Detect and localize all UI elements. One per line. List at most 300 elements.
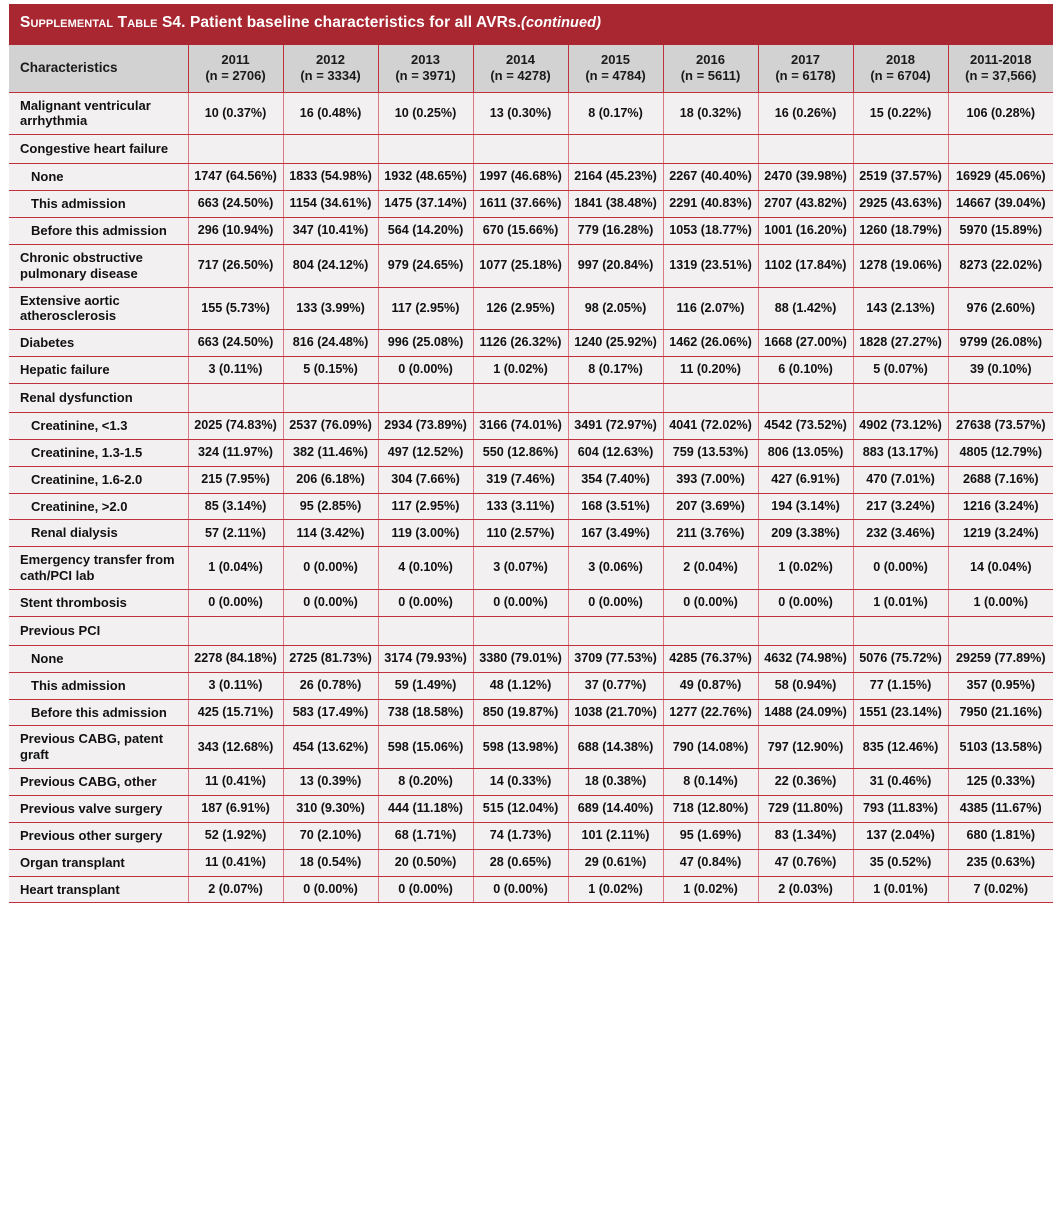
table-cell	[283, 383, 378, 412]
row-label: Creatinine, 1.3-1.5	[9, 439, 188, 466]
column-header-label: 2013	[411, 51, 440, 67]
table-cell: 168 (3.51%)	[568, 493, 663, 520]
table-cell: 4385 (11.67%)	[948, 795, 1053, 822]
table-cell: 83 (1.34%)	[758, 822, 853, 849]
table-cell: 10 (0.37%)	[188, 92, 283, 135]
table-cell	[758, 383, 853, 412]
column-header-2016	[663, 45, 758, 92]
row-label: None	[9, 645, 188, 672]
row-label: Creatinine, >2.0	[9, 493, 188, 520]
table-row	[9, 726, 1053, 769]
table-cell: 95 (2.85%)	[283, 493, 378, 520]
table-cell: 110 (2.57%)	[473, 520, 568, 547]
table-cell: 0 (0.00%)	[378, 876, 473, 903]
table-cell: 804 (24.12%)	[283, 244, 378, 287]
table-cell: 211 (3.76%)	[663, 520, 758, 547]
table-cell: 1154 (34.61%)	[283, 191, 378, 218]
column-header-characteristics	[9, 45, 188, 92]
table-cell: 114 (3.42%)	[283, 520, 378, 547]
table-cell: 155 (5.73%)	[188, 287, 283, 330]
row-label: Previous valve surgery	[9, 795, 188, 822]
table-cell: 209 (3.38%)	[758, 520, 853, 547]
table-cell: 1 (0.02%)	[663, 876, 758, 903]
table-cell: 18 (0.54%)	[283, 849, 378, 876]
table-cell: 1475 (37.14%)	[378, 191, 473, 218]
table-cell: 310 (9.30%)	[283, 795, 378, 822]
row-label: Extensive aortic atherosclerosis	[9, 287, 188, 330]
table-cell: 14667 (39.04%)	[948, 191, 1053, 218]
table-cell: 3380 (79.01%)	[473, 645, 568, 672]
table-cell: 850 (19.87%)	[473, 699, 568, 726]
table-cell: 1077 (25.18%)	[473, 244, 568, 287]
table-row	[9, 244, 1053, 287]
table-cell: 680 (1.81%)	[948, 822, 1053, 849]
table-cell: 2519 (37.57%)	[853, 164, 948, 191]
table-cell: 106 (0.28%)	[948, 92, 1053, 135]
table-cell	[758, 135, 853, 164]
table-cell: 4632 (74.98%)	[758, 645, 853, 672]
table-cell: 663 (24.50%)	[188, 330, 283, 357]
table-cell	[283, 135, 378, 164]
table-cell: 4902 (73.12%)	[853, 412, 948, 439]
table-row	[9, 795, 1053, 822]
row-label: Previous CABG, patent graft	[9, 726, 188, 769]
table-row	[9, 92, 1053, 135]
row-label: Emergency transfer from cath/PCI lab	[9, 547, 188, 590]
table-cell: 2537 (76.09%)	[283, 412, 378, 439]
table-cell: 4041 (72.02%)	[663, 412, 758, 439]
table-cell: 39 (0.10%)	[948, 357, 1053, 384]
table-row	[9, 645, 1053, 672]
table-cell: 670 (15.66%)	[473, 217, 568, 244]
table-cell: 689 (14.40%)	[568, 795, 663, 822]
table-row	[9, 287, 1053, 330]
table-cell: 0 (0.00%)	[378, 589, 473, 616]
table-cell: 790 (14.08%)	[663, 726, 758, 769]
table-cell: 454 (13.62%)	[283, 726, 378, 769]
table-cell: 2 (0.03%)	[758, 876, 853, 903]
table-cell: 11 (0.20%)	[663, 357, 758, 384]
table-cell: 717 (26.50%)	[188, 244, 283, 287]
column-header-2012	[283, 45, 378, 92]
row-label: Chronic obstructive pulmonary disease	[9, 244, 188, 287]
table-cell	[663, 383, 758, 412]
table-cell: 1 (0.01%)	[853, 876, 948, 903]
table-cell: 48 (1.12%)	[473, 672, 568, 699]
table-cell: 215 (7.95%)	[188, 466, 283, 493]
table-cell: 31 (0.46%)	[853, 769, 948, 796]
column-header-sub: (n = 6704)	[870, 67, 931, 83]
table-cell: 1 (0.02%)	[758, 547, 853, 590]
table-cell: 52 (1.92%)	[188, 822, 283, 849]
table-cell: 3 (0.06%)	[568, 547, 663, 590]
table-cell: 2278 (84.18%)	[188, 645, 283, 672]
table-cell: 779 (16.28%)	[568, 217, 663, 244]
table-cell: 793 (11.83%)	[853, 795, 948, 822]
supplemental-table-s4	[9, 4, 1053, 903]
column-header-sub: (n = 2706)	[205, 67, 266, 83]
table-cell: 0 (0.00%)	[188, 589, 283, 616]
table-cell: 59 (1.49%)	[378, 672, 473, 699]
table-cell: 996 (25.08%)	[378, 330, 473, 357]
table-cell: 3 (0.07%)	[473, 547, 568, 590]
table-body	[9, 92, 1053, 903]
table-cell: 187 (6.91%)	[188, 795, 283, 822]
table-cell: 1747 (64.56%)	[188, 164, 283, 191]
table-cell: 117 (2.95%)	[378, 287, 473, 330]
table-cell: 98 (2.05%)	[568, 287, 663, 330]
table-cell: 37 (0.77%)	[568, 672, 663, 699]
table-cell: 74 (1.73%)	[473, 822, 568, 849]
table-cell	[948, 135, 1053, 164]
table-cell	[568, 616, 663, 645]
table-row	[9, 769, 1053, 796]
column-header-sub: (n = 3334)	[300, 67, 361, 83]
table-cell: 4285 (76.37%)	[663, 645, 758, 672]
table-cell: 0 (0.00%)	[853, 547, 948, 590]
table-cell: 604 (12.63%)	[568, 439, 663, 466]
column-header-2014	[473, 45, 568, 92]
table-cell: 835 (12.46%)	[853, 726, 948, 769]
table-cell	[853, 383, 948, 412]
table-cell: 4805 (12.79%)	[948, 439, 1053, 466]
table-cell: 1611 (37.66%)	[473, 191, 568, 218]
column-header-2017	[758, 45, 853, 92]
table-cell: 1053 (18.77%)	[663, 217, 758, 244]
table-cell: 3166 (74.01%)	[473, 412, 568, 439]
table-cell: 3 (0.11%)	[188, 672, 283, 699]
row-section-label: Renal dysfunction	[9, 383, 188, 412]
table-cell: 101 (2.11%)	[568, 822, 663, 849]
table-cell: 304 (7.66%)	[378, 466, 473, 493]
table-cell: 2164 (45.23%)	[568, 164, 663, 191]
row-label: Heart transplant	[9, 876, 188, 903]
table-cell: 16929 (45.06%)	[948, 164, 1053, 191]
table-cell: 11 (0.41%)	[188, 769, 283, 796]
table-cell: 11 (0.41%)	[188, 849, 283, 876]
table-cell: 49 (0.87%)	[663, 672, 758, 699]
table-cell: 15 (0.22%)	[853, 92, 948, 135]
table-cell: 1102 (17.84%)	[758, 244, 853, 287]
table-cell: 0 (0.00%)	[283, 547, 378, 590]
table-cell: 8 (0.20%)	[378, 769, 473, 796]
table-cell	[473, 616, 568, 645]
table-cell: 1319 (23.51%)	[663, 244, 758, 287]
table-cell: 816 (24.48%)	[283, 330, 378, 357]
table-cell: 0 (0.00%)	[568, 589, 663, 616]
table-cell: 515 (12.04%)	[473, 795, 568, 822]
table-cell	[283, 616, 378, 645]
table-cell: 26 (0.78%)	[283, 672, 378, 699]
row-label: Organ transplant	[9, 849, 188, 876]
table-cell: 8 (0.17%)	[568, 357, 663, 384]
row-label: Stent thrombosis	[9, 589, 188, 616]
column-header-sub: (n = 5611)	[680, 67, 741, 83]
table-cell: 6 (0.10%)	[758, 357, 853, 384]
table-cell	[948, 383, 1053, 412]
table-cell: 0 (0.00%)	[283, 589, 378, 616]
table-cell	[853, 135, 948, 164]
row-label: Previous other surgery	[9, 822, 188, 849]
column-header-label: 2011	[221, 51, 250, 67]
table-cell: 427 (6.91%)	[758, 466, 853, 493]
header-row	[9, 45, 1053, 92]
table-row	[9, 412, 1053, 439]
table-cell: 2934 (73.89%)	[378, 412, 473, 439]
table-cell: 3174 (79.93%)	[378, 645, 473, 672]
table-cell: 979 (24.65%)	[378, 244, 473, 287]
table-cell: 444 (11.18%)	[378, 795, 473, 822]
row-label: Before this admission	[9, 699, 188, 726]
column-header-label: 2012	[316, 51, 345, 67]
row-section-label: Previous PCI	[9, 616, 188, 645]
table-cell	[663, 135, 758, 164]
table-cell: 1001 (16.20%)	[758, 217, 853, 244]
column-header-2013	[378, 45, 473, 92]
table-cell	[378, 135, 473, 164]
column-header-label: 2018	[886, 51, 915, 67]
table-row	[9, 439, 1053, 466]
table-row	[9, 357, 1053, 384]
table-cell: 883 (13.17%)	[853, 439, 948, 466]
table-cell: 235 (0.63%)	[948, 849, 1053, 876]
table-cell: 1 (0.02%)	[473, 357, 568, 384]
table-cell: 1997 (46.68%)	[473, 164, 568, 191]
table-row	[9, 822, 1053, 849]
table-cell: 28 (0.65%)	[473, 849, 568, 876]
table-cell: 47 (0.76%)	[758, 849, 853, 876]
row-label: Renal dialysis	[9, 520, 188, 547]
table-cell	[948, 616, 1053, 645]
table-cell	[188, 383, 283, 412]
table-cell	[378, 616, 473, 645]
table-cell	[378, 383, 473, 412]
table-cell: 976 (2.60%)	[948, 287, 1053, 330]
table-cell: 0 (0.00%)	[473, 589, 568, 616]
table-cell: 1668 (27.00%)	[758, 330, 853, 357]
table-cell: 29259 (77.89%)	[948, 645, 1053, 672]
table-cell: 116 (2.07%)	[663, 287, 758, 330]
table-cell: 497 (12.52%)	[378, 439, 473, 466]
table-cell: 550 (12.86%)	[473, 439, 568, 466]
table-cell: 85 (3.14%)	[188, 493, 283, 520]
column-header-total	[948, 45, 1053, 92]
table-row	[9, 589, 1053, 616]
table-cell: 1 (0.02%)	[568, 876, 663, 903]
table-cell: 2925 (43.63%)	[853, 191, 948, 218]
table-cell: 382 (11.46%)	[283, 439, 378, 466]
table-row	[9, 135, 1053, 164]
table-cell: 806 (13.05%)	[758, 439, 853, 466]
table-row	[9, 520, 1053, 547]
table-cell: 16 (0.26%)	[758, 92, 853, 135]
table-cell: 324 (11.97%)	[188, 439, 283, 466]
table-row	[9, 330, 1053, 357]
column-header-2015	[568, 45, 663, 92]
table-cell: 564 (14.20%)	[378, 217, 473, 244]
column-header-sub: (n = 4784)	[585, 67, 646, 83]
table-cell: 2470 (39.98%)	[758, 164, 853, 191]
table-cell: 207 (3.69%)	[663, 493, 758, 520]
table-cell: 232 (3.46%)	[853, 520, 948, 547]
row-label: Creatinine, 1.6-2.0	[9, 466, 188, 493]
table-row	[9, 493, 1053, 520]
table-cell: 2707 (43.82%)	[758, 191, 853, 218]
table-cell: 0 (0.00%)	[663, 589, 758, 616]
table-cell: 27638 (73.57%)	[948, 412, 1053, 439]
table-cell: 35 (0.52%)	[853, 849, 948, 876]
table-cell: 7950 (21.16%)	[948, 699, 1053, 726]
table-cell: 3491 (72.97%)	[568, 412, 663, 439]
table-cell: 5970 (15.89%)	[948, 217, 1053, 244]
table-cell	[188, 616, 283, 645]
table-row	[9, 383, 1053, 412]
table-cell: 14 (0.33%)	[473, 769, 568, 796]
table-cell: 1260 (18.79%)	[853, 217, 948, 244]
table-caption-continued: (continued)	[521, 15, 602, 31]
table-cell: 688 (14.38%)	[568, 726, 663, 769]
row-label: Before this admission	[9, 217, 188, 244]
table-cell: 9799 (26.08%)	[948, 330, 1053, 357]
table-row	[9, 547, 1053, 590]
row-label: Hepatic failure	[9, 357, 188, 384]
row-label: Malignant ventricular arrhythmia	[9, 92, 188, 135]
table-row	[9, 616, 1053, 645]
table-cell: 7 (0.02%)	[948, 876, 1053, 903]
table-cell: 5 (0.07%)	[853, 357, 948, 384]
table-cell: 3709 (77.53%)	[568, 645, 663, 672]
table-row	[9, 164, 1053, 191]
table-cell: 1278 (19.06%)	[853, 244, 948, 287]
table-cell	[473, 383, 568, 412]
table-row	[9, 672, 1053, 699]
table-cell: 1551 (23.14%)	[853, 699, 948, 726]
table-cell: 167 (3.49%)	[568, 520, 663, 547]
table-cell: 425 (15.71%)	[188, 699, 283, 726]
table-cell	[663, 616, 758, 645]
table-cell: 58 (0.94%)	[758, 672, 853, 699]
table-cell: 217 (3.24%)	[853, 493, 948, 520]
table-cell: 143 (2.13%)	[853, 287, 948, 330]
column-header-sub: (n = 37,566)	[965, 67, 1037, 83]
table-cell: 5076 (75.72%)	[853, 645, 948, 672]
table-cell	[568, 383, 663, 412]
row-section-label: Congestive heart failure	[9, 135, 188, 164]
table-cell: 14 (0.04%)	[948, 547, 1053, 590]
table-cell: 1462 (26.06%)	[663, 330, 758, 357]
table-cell: 759 (13.53%)	[663, 439, 758, 466]
table-cell: 206 (6.18%)	[283, 466, 378, 493]
table-cell: 797 (12.90%)	[758, 726, 853, 769]
column-header-label: 2014	[506, 51, 535, 67]
table-cell: 0 (0.00%)	[758, 589, 853, 616]
table-row	[9, 849, 1053, 876]
table-cell: 16 (0.48%)	[283, 92, 378, 135]
table-cell: 126 (2.95%)	[473, 287, 568, 330]
table-cell: 13 (0.30%)	[473, 92, 568, 135]
table-cell: 1828 (27.27%)	[853, 330, 948, 357]
table-cell: 583 (17.49%)	[283, 699, 378, 726]
table-caption-text: Patient baseline characteristics for all AVRs.	[189, 14, 522, 31]
table-cell: 1216 (3.24%)	[948, 493, 1053, 520]
row-label: This admission	[9, 672, 188, 699]
table-cell: 2688 (7.16%)	[948, 466, 1053, 493]
table-cell: 729 (11.80%)	[758, 795, 853, 822]
column-header-2011	[188, 45, 283, 92]
table-cell: 393 (7.00%)	[663, 466, 758, 493]
table-cell: 1932 (48.65%)	[378, 164, 473, 191]
table-row	[9, 699, 1053, 726]
table-cell	[758, 616, 853, 645]
table-cell: 88 (1.42%)	[758, 287, 853, 330]
table-cell: 2267 (40.40%)	[663, 164, 758, 191]
table-head	[9, 45, 1053, 92]
table-cell: 1 (0.01%)	[853, 589, 948, 616]
table-cell: 354 (7.40%)	[568, 466, 663, 493]
column-header-label: 2011-2018	[970, 51, 1032, 67]
table-cell: 319 (7.46%)	[473, 466, 568, 493]
table-cell: 20 (0.50%)	[378, 849, 473, 876]
table-cell: 117 (2.95%)	[378, 493, 473, 520]
table-cell: 133 (3.99%)	[283, 287, 378, 330]
table-cell: 1277 (22.76%)	[663, 699, 758, 726]
table-cell: 5103 (13.58%)	[948, 726, 1053, 769]
row-label: Creatinine, <1.3	[9, 412, 188, 439]
row-label: Diabetes	[9, 330, 188, 357]
table-cell	[568, 135, 663, 164]
table-cell: 598 (13.98%)	[473, 726, 568, 769]
table-cell: 997 (20.84%)	[568, 244, 663, 287]
table-cell: 18 (0.38%)	[568, 769, 663, 796]
table-cell: 8273 (22.02%)	[948, 244, 1053, 287]
row-label: This admission	[9, 191, 188, 218]
table-cell: 0 (0.00%)	[378, 357, 473, 384]
column-header-sub: (n = 4278)	[490, 67, 551, 83]
table-cell: 70 (2.10%)	[283, 822, 378, 849]
table-cell: 194 (3.14%)	[758, 493, 853, 520]
data-table	[9, 45, 1053, 903]
table-caption-label: Supplemental Table S4.	[20, 14, 186, 31]
table-cell: 3 (0.11%)	[188, 357, 283, 384]
column-header-2018	[853, 45, 948, 92]
row-label: Previous CABG, other	[9, 769, 188, 796]
table-cell: 29 (0.61%)	[568, 849, 663, 876]
column-header-sub: (n = 6178)	[775, 67, 836, 83]
table-cell: 125 (0.33%)	[948, 769, 1053, 796]
table-row	[9, 876, 1053, 903]
table-row	[9, 191, 1053, 218]
table-cell	[853, 616, 948, 645]
table-cell: 1240 (25.92%)	[568, 330, 663, 357]
table-cell: 22 (0.36%)	[758, 769, 853, 796]
table-cell: 4 (0.10%)	[378, 547, 473, 590]
table-cell: 77 (1.15%)	[853, 672, 948, 699]
row-label: None	[9, 164, 188, 191]
table-cell: 718 (12.80%)	[663, 795, 758, 822]
table-cell: 95 (1.69%)	[663, 822, 758, 849]
table-cell: 8 (0.17%)	[568, 92, 663, 135]
table-cell: 0 (0.00%)	[473, 876, 568, 903]
table-cell: 2291 (40.83%)	[663, 191, 758, 218]
table-cell	[188, 135, 283, 164]
table-cell: 57 (2.11%)	[188, 520, 283, 547]
table-cell: 2025 (74.83%)	[188, 412, 283, 439]
column-header-sub: (n = 3971)	[395, 67, 456, 83]
table-cell: 357 (0.95%)	[948, 672, 1053, 699]
column-header-label: 2016	[696, 51, 725, 67]
table-cell: 2 (0.04%)	[663, 547, 758, 590]
table-cell: 1038 (21.70%)	[568, 699, 663, 726]
